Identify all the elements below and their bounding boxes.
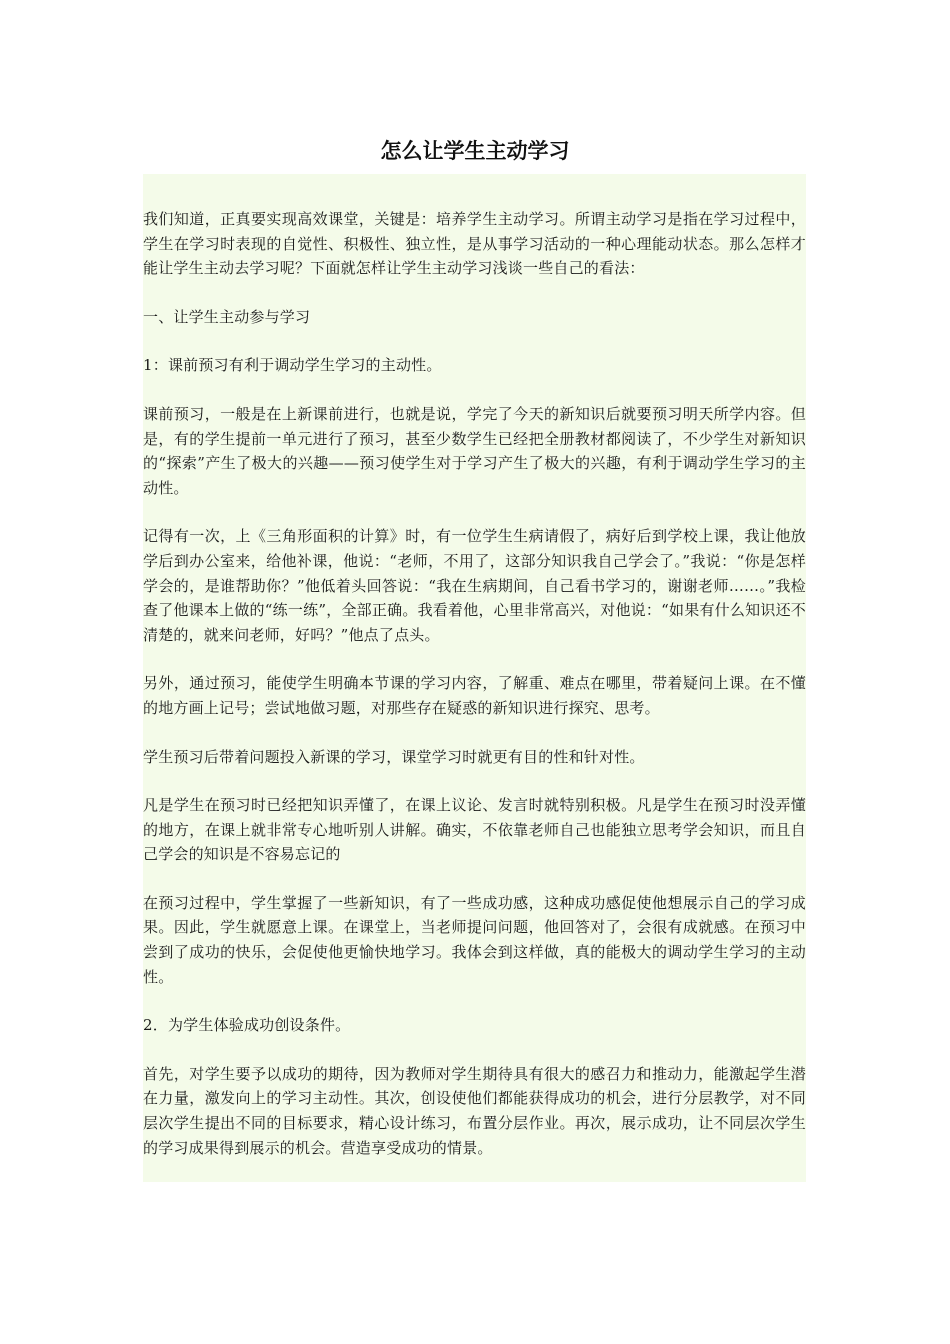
article-body xyxy=(143,174,806,1182)
paragraph-anecdote: 记得有一次，上《三角形面积的计算》时，有一位学生生病请假了，病好后到学校上课，我让他放学后到办公室来，给他补课，他说：“老师，不用了，这部分知识我自己学会了。”我说：“你是怎样学会的，是谁帮助你？”他低着头回答说：“我在生病期间，自己看书学习的，谢谢老师……。”我检查了他课本上做的“练一练”，全部正确。我看着他，心里非常高兴，对他说：“如果有什么知识还不清楚的，就来问老师，好吗？”他点了点头。 xyxy=(143,527,806,644)
paragraph-participation: 凡是学生在预习时已经把知识弄懂了，在课上议论、发言时就特别积极。凡是学生在预习时没弄懂的地方，在课上就非常专心地听别人讲解。确实，不依靠老师自己也能独立思考学会知识，而且自己学会的知识是不容易忘记的 xyxy=(143,796,806,864)
paragraph-focus: 学生预习后带着问题投入新课的学习，课堂学习时就更有目的性和针对性。 xyxy=(143,747,645,766)
subheading-1: 1：课前预习有利于调动学生学习的主动性。 xyxy=(143,356,442,375)
page-title: 怎么让学生主动学习 xyxy=(380,139,570,163)
subheading-2: 2．为学生体验成功创设条件。 xyxy=(143,1016,351,1035)
paragraph-success: 在预习过程中，学生掌握了一些新知识，有了一些成功感，这种成功感促使他想展示自己的学习成果。因此，学生就愿意上课。在课堂上，当老师提问问题，他回答对了，会很有成就感。在预习中尝到了成功的快乐，会促使他更愉快地学习。我体会到这样做，真的能极大的调动学生学习的主动性。 xyxy=(143,893,806,986)
section-heading-1: 一、让学生主动参与学习 xyxy=(143,307,311,326)
paragraph-conditions: 首先，对学生要予以成功的期待，因为教师对学生期待具有很大的感召力和推动力，能激起学生潜在力量，激发向上的学习主动性。其次，创设使他们都能获得成功的机会，进行分层教学，对不同层次学生提出不同的目标要求，精心设计练习，布置分层作业。再次，展示成功，让不同层次学生的学习成果得到展示的机会。营造享受成功的情景。 xyxy=(143,1064,806,1157)
paragraph-preview: 课前预习，一般是在上新课前进行，也就是说，学完了今天的新知识后就要预习明天所学内容。但是，有的学生提前一单元进行了预习，甚至少数学生已经把全册教材都阅读了，不少学生对新知识的“探索”产生了极大的兴趣——预习使学生对于学习产生了极大的兴趣，有利于调动学生学习的主动性。 xyxy=(143,404,806,497)
paragraph-intro: 我们知道，正真要实现高效课堂，关键是：培养学生主动学习。所谓主动学习是指在学习过程中，学生在学习时表现的自觉性、积极性、独立性，是从事学习活动的一种心理能动状态。那么怎样才能让学生主动去学习呢？下面就怎样让学生主动学习浅谈一些自己的看法： xyxy=(143,210,806,278)
paragraph-purpose: 另外，通过预习，能使学生明确本节课的学习内容，了解重、难点在哪里，带着疑问上课。在不懂的地方画上记号；尝试地做习题，对那些存在疑惑的新知识进行探究、思考。 xyxy=(143,674,806,717)
